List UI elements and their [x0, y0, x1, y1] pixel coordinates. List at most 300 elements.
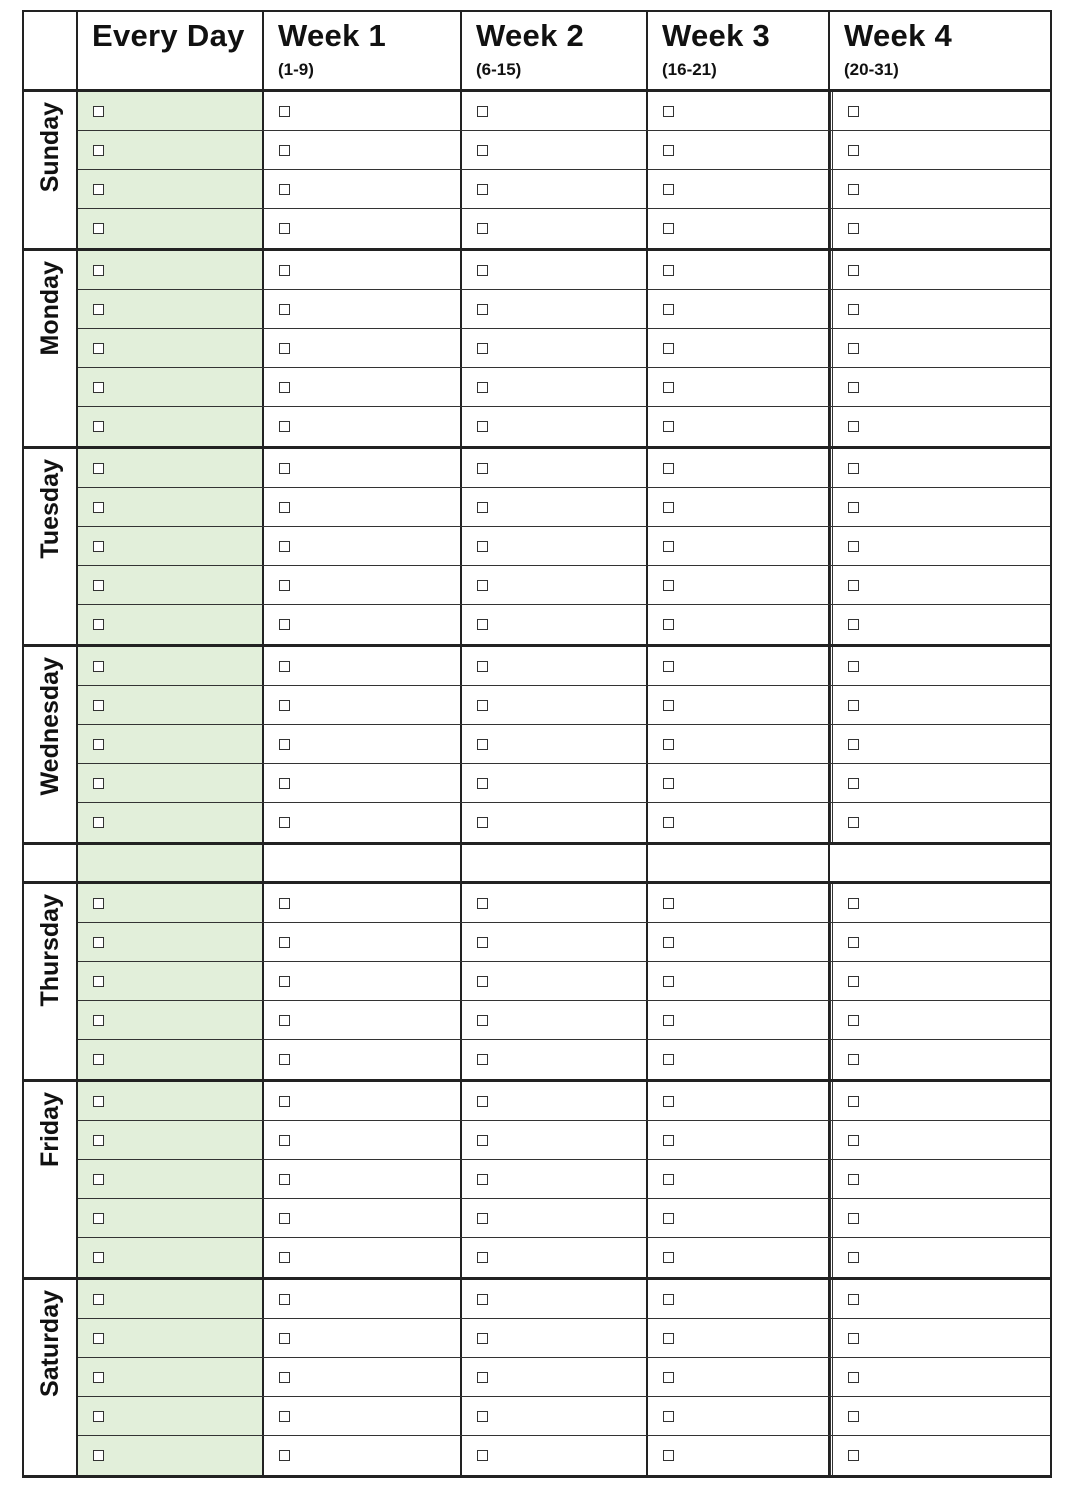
checkbox-empty-icon[interactable] [848, 817, 859, 828]
week-cell [462, 884, 648, 922]
checkbox-empty-icon[interactable] [663, 1411, 674, 1422]
checkbox-empty-icon[interactable] [279, 1135, 290, 1146]
week-cell [830, 488, 1047, 526]
checkbox-empty-icon[interactable] [663, 1096, 674, 1107]
checkbox-empty-icon[interactable] [279, 1411, 290, 1422]
checkbox-empty-icon[interactable] [477, 541, 488, 552]
checkbox-empty-icon[interactable] [477, 1372, 488, 1383]
checkbox-empty-icon[interactable] [93, 1294, 104, 1305]
checkbox-empty-icon[interactable] [477, 1411, 488, 1422]
checkbox-empty-icon[interactable] [663, 463, 674, 474]
checkbox-empty-icon[interactable] [477, 343, 488, 354]
day-group-wednesday [22, 647, 1052, 845]
week-cell [830, 1358, 1047, 1396]
checkbox-empty-icon[interactable] [279, 1015, 290, 1026]
every-day-cell [78, 1358, 264, 1396]
day-label: Monday [36, 261, 64, 356]
checkbox-empty-icon[interactable] [477, 661, 488, 672]
week-cell [462, 290, 648, 328]
checkbox-empty-icon[interactable] [279, 661, 290, 672]
checkbox-empty-icon[interactable] [477, 817, 488, 828]
checkbox-empty-icon[interactable] [663, 898, 674, 909]
every-day-cell [78, 368, 264, 406]
week-cell [830, 1436, 1047, 1475]
checkbox-empty-icon[interactable] [477, 184, 488, 195]
column-header-4 [830, 12, 1050, 89]
checkbox-empty-icon[interactable] [93, 1333, 104, 1344]
checkbox-empty-icon[interactable] [848, 1054, 859, 1065]
checkbox-empty-icon[interactable] [93, 580, 104, 591]
checkbox-empty-icon[interactable] [848, 463, 859, 474]
week-cell [462, 329, 648, 367]
checkbox-empty-icon[interactable] [477, 223, 488, 234]
checkbox-empty-icon[interactable] [477, 1450, 488, 1461]
day-label-cell [24, 251, 78, 446]
table-row [78, 884, 1050, 923]
week-cell [830, 92, 1047, 130]
checkbox-empty-icon[interactable] [279, 265, 290, 276]
every-day-cell [78, 566, 264, 604]
column-date-range: (16-21) [662, 60, 717, 79]
week-cell [264, 170, 462, 208]
checkbox-empty-icon[interactable] [93, 1054, 104, 1065]
checkbox-empty-icon[interactable] [93, 1015, 104, 1026]
table-row [78, 449, 1050, 488]
blank-cell [462, 845, 648, 881]
checkbox-empty-icon[interactable] [848, 976, 859, 987]
checkbox-empty-icon[interactable] [93, 739, 104, 750]
checkbox-empty-icon[interactable] [279, 1372, 290, 1383]
checkbox-empty-icon[interactable] [93, 223, 104, 234]
checkbox-empty-icon[interactable] [663, 1294, 674, 1305]
checkbox-empty-icon[interactable] [93, 421, 104, 432]
week-cell [264, 1001, 462, 1039]
weekly-checklist-table [22, 10, 1052, 1478]
checkbox-empty-icon[interactable] [477, 1252, 488, 1263]
table-row [78, 1319, 1050, 1358]
week-cell [648, 131, 830, 169]
checkbox-empty-icon[interactable] [93, 937, 104, 948]
checkbox-empty-icon[interactable] [279, 223, 290, 234]
week-cell [462, 1397, 648, 1435]
checkbox-empty-icon[interactable] [663, 1450, 674, 1461]
checkbox-empty-icon[interactable] [848, 541, 859, 552]
checkbox-empty-icon[interactable] [848, 343, 859, 354]
checkbox-empty-icon[interactable] [848, 661, 859, 672]
checkbox-empty-icon[interactable] [279, 898, 290, 909]
week-cell [830, 764, 1047, 802]
checkbox-empty-icon[interactable] [477, 502, 488, 513]
checkbox-empty-icon[interactable] [848, 700, 859, 711]
week-cell [830, 170, 1047, 208]
week-cell [830, 368, 1047, 406]
day-group-friday [22, 1082, 1052, 1280]
checkbox-empty-icon[interactable] [663, 421, 674, 432]
checkbox-empty-icon[interactable] [279, 463, 290, 474]
checkbox-empty-icon[interactable] [848, 184, 859, 195]
table-row [78, 1001, 1050, 1040]
checkbox-empty-icon[interactable] [93, 1096, 104, 1107]
checkbox-empty-icon[interactable] [848, 265, 859, 276]
day-label-cell [24, 884, 78, 1079]
week-cell [648, 884, 830, 922]
table-row [78, 329, 1050, 368]
checkbox-empty-icon[interactable] [279, 700, 290, 711]
week-cell [830, 1397, 1047, 1435]
checkbox-empty-icon[interactable] [477, 1096, 488, 1107]
checkbox-empty-icon[interactable] [477, 1294, 488, 1305]
checkbox-empty-icon[interactable] [93, 106, 104, 117]
checkbox-empty-icon[interactable] [848, 739, 859, 750]
checkbox-empty-icon[interactable] [93, 343, 104, 354]
checkbox-empty-icon[interactable] [663, 106, 674, 117]
every-day-cell [78, 92, 264, 130]
checkbox-empty-icon[interactable] [477, 106, 488, 117]
checkbox-empty-icon[interactable] [477, 937, 488, 948]
table-row [78, 1397, 1050, 1436]
column-header-3 [648, 12, 830, 89]
checkbox-empty-icon[interactable] [477, 304, 488, 315]
checkbox-empty-icon[interactable] [279, 1213, 290, 1224]
checkbox-empty-icon[interactable] [477, 382, 488, 393]
day-rows [78, 449, 1050, 644]
day-label-cell [24, 449, 78, 644]
checkbox-empty-icon[interactable] [663, 1213, 674, 1224]
header-row [22, 10, 1052, 92]
week-cell [264, 368, 462, 406]
week-cell [264, 407, 462, 446]
day-label-cell [24, 92, 78, 248]
checkbox-empty-icon[interactable] [663, 223, 674, 234]
every-day-cell [78, 449, 264, 487]
checkbox-empty-icon[interactable] [93, 661, 104, 672]
blank-cell [78, 845, 264, 881]
checkbox-empty-icon[interactable] [93, 541, 104, 552]
checkbox-empty-icon[interactable] [848, 1015, 859, 1026]
checkbox-empty-icon[interactable] [663, 304, 674, 315]
table-row [78, 1358, 1050, 1397]
checkbox-empty-icon[interactable] [477, 1174, 488, 1185]
checkbox-empty-icon[interactable] [93, 1450, 104, 1461]
table-row [78, 566, 1050, 605]
checkbox-empty-icon[interactable] [279, 1294, 290, 1305]
checkbox-empty-icon[interactable] [93, 619, 104, 630]
checkbox-empty-icon[interactable] [477, 976, 488, 987]
checkbox-empty-icon[interactable] [848, 619, 859, 630]
checkbox-empty-icon[interactable] [848, 937, 859, 948]
week-cell [264, 605, 462, 644]
week-cell [462, 527, 648, 565]
day-rows [78, 1280, 1050, 1475]
week-cell [462, 686, 648, 724]
checkbox-empty-icon[interactable] [279, 304, 290, 315]
checkbox-empty-icon[interactable] [663, 541, 674, 552]
checkbox-empty-icon[interactable] [93, 265, 104, 276]
checkbox-empty-icon[interactable] [279, 1096, 290, 1107]
week-cell [264, 764, 462, 802]
checkbox-empty-icon[interactable] [93, 502, 104, 513]
column-date-range: (20-31) [844, 60, 899, 79]
checkbox-empty-icon[interactable] [848, 1252, 859, 1263]
week-cell [830, 1238, 1047, 1277]
checkbox-empty-icon[interactable] [663, 145, 674, 156]
checkbox-empty-icon[interactable] [848, 1174, 859, 1185]
checkbox-empty-icon[interactable] [663, 1015, 674, 1026]
checkbox-empty-icon[interactable] [848, 223, 859, 234]
table-row [78, 1040, 1050, 1079]
checkbox-empty-icon[interactable] [279, 1333, 290, 1344]
week-cell [462, 605, 648, 644]
checkbox-empty-icon[interactable] [93, 304, 104, 315]
week-cell [462, 209, 648, 248]
table-row [78, 923, 1050, 962]
every-day-cell [78, 1436, 264, 1475]
week-cell [462, 764, 648, 802]
checkbox-empty-icon[interactable] [477, 619, 488, 630]
week-cell [648, 686, 830, 724]
week-cell [648, 1121, 830, 1159]
checkbox-empty-icon[interactable] [93, 778, 104, 789]
checkbox-empty-icon[interactable] [93, 817, 104, 828]
checkbox-empty-icon[interactable] [477, 1135, 488, 1146]
checkbox-empty-icon[interactable] [279, 976, 290, 987]
checkbox-empty-icon[interactable] [477, 739, 488, 750]
checkbox-empty-icon[interactable] [848, 898, 859, 909]
week-cell [830, 1001, 1047, 1039]
checkbox-empty-icon[interactable] [279, 1252, 290, 1263]
checkbox-empty-icon[interactable] [663, 778, 674, 789]
checkbox-empty-icon[interactable] [663, 619, 674, 630]
checkbox-empty-icon[interactable] [477, 463, 488, 474]
table-row [78, 605, 1050, 644]
checkbox-empty-icon[interactable] [663, 1135, 674, 1146]
week-cell [648, 1160, 830, 1198]
day-rows [78, 884, 1050, 1079]
checkbox-empty-icon[interactable] [279, 580, 290, 591]
column-title: Week 3 [662, 18, 771, 53]
week-cell [648, 1397, 830, 1435]
every-day-cell [78, 764, 264, 802]
checkbox-empty-icon[interactable] [93, 1411, 104, 1422]
week-cell [648, 1040, 830, 1079]
week-cell [648, 1436, 830, 1475]
checkbox-empty-icon[interactable] [663, 1054, 674, 1065]
week-cell [830, 407, 1047, 446]
week-cell [830, 566, 1047, 604]
week-cell [462, 1082, 648, 1120]
week-cell [648, 488, 830, 526]
checkbox-empty-icon[interactable] [848, 1135, 859, 1146]
checkbox-empty-icon[interactable] [279, 106, 290, 117]
checkbox-empty-icon[interactable] [279, 145, 290, 156]
checkbox-empty-icon[interactable] [477, 700, 488, 711]
checkbox-empty-icon[interactable] [663, 1174, 674, 1185]
week-cell [830, 290, 1047, 328]
checkbox-empty-icon[interactable] [279, 343, 290, 354]
checkbox-empty-icon[interactable] [93, 1372, 104, 1383]
blank-cell [264, 845, 462, 881]
checkbox-empty-icon[interactable] [848, 304, 859, 315]
checkbox-empty-icon[interactable] [279, 778, 290, 789]
checkbox-empty-icon[interactable] [93, 145, 104, 156]
checkbox-empty-icon[interactable] [93, 463, 104, 474]
checkbox-empty-icon[interactable] [477, 1054, 488, 1065]
checkbox-empty-icon[interactable] [848, 1213, 859, 1224]
checkbox-empty-icon[interactable] [477, 1213, 488, 1224]
table-row [78, 92, 1050, 131]
week-cell [830, 1160, 1047, 1198]
week-cell [830, 1082, 1047, 1120]
week-cell [648, 527, 830, 565]
checkbox-empty-icon[interactable] [279, 817, 290, 828]
every-day-cell [78, 329, 264, 367]
every-day-cell [78, 1280, 264, 1318]
checkbox-empty-icon[interactable] [848, 1096, 859, 1107]
table-row [78, 1238, 1050, 1277]
every-day-cell [78, 488, 264, 526]
checkbox-empty-icon[interactable] [93, 1252, 104, 1263]
checkbox-empty-icon[interactable] [663, 976, 674, 987]
checkbox-empty-icon[interactable] [477, 1015, 488, 1026]
checkbox-empty-icon[interactable] [848, 580, 859, 591]
checkbox-empty-icon[interactable] [279, 421, 290, 432]
week-cell [648, 251, 830, 289]
day-label-cell [24, 1082, 78, 1277]
every-day-cell [78, 725, 264, 763]
every-day-cell [78, 962, 264, 1000]
week-cell [648, 725, 830, 763]
checkbox-empty-icon[interactable] [848, 145, 859, 156]
week-cell [648, 566, 830, 604]
table-row [78, 1160, 1050, 1199]
checkbox-empty-icon[interactable] [279, 502, 290, 513]
table-row [78, 1199, 1050, 1238]
checkbox-empty-icon[interactable] [279, 1174, 290, 1185]
checkbox-empty-icon[interactable] [663, 1333, 674, 1344]
checkbox-empty-icon[interactable] [93, 1174, 104, 1185]
week-cell [462, 566, 648, 604]
week-cell [462, 803, 648, 842]
week-cell [264, 1199, 462, 1237]
every-day-cell [78, 251, 264, 289]
week-cell [648, 290, 830, 328]
checkbox-empty-icon[interactable] [848, 1372, 859, 1383]
checkbox-empty-icon[interactable] [848, 1411, 859, 1422]
checkbox-empty-icon[interactable] [663, 265, 674, 276]
week-cell [830, 686, 1047, 724]
checkbox-empty-icon[interactable] [279, 541, 290, 552]
every-day-cell [78, 1397, 264, 1435]
checkbox-empty-icon[interactable] [93, 1135, 104, 1146]
checkbox-empty-icon[interactable] [477, 1333, 488, 1344]
checkbox-empty-icon[interactable] [477, 898, 488, 909]
week-cell [830, 1280, 1047, 1318]
column-title: Week 2 [476, 18, 585, 53]
week-cell [462, 368, 648, 406]
checkbox-empty-icon[interactable] [477, 421, 488, 432]
table-row [78, 647, 1050, 686]
every-day-cell [78, 1040, 264, 1079]
blank-cell [648, 845, 830, 881]
table-row [78, 962, 1050, 1001]
checkbox-empty-icon[interactable] [663, 580, 674, 591]
checkbox-empty-icon[interactable] [279, 1450, 290, 1461]
week-cell [264, 329, 462, 367]
checkbox-empty-icon[interactable] [93, 382, 104, 393]
day-label: Saturday [36, 1290, 64, 1397]
checkbox-empty-icon[interactable] [663, 817, 674, 828]
checkbox-empty-icon[interactable] [848, 1450, 859, 1461]
every-day-cell [78, 884, 264, 922]
checkbox-empty-icon[interactable] [663, 739, 674, 750]
checkbox-empty-icon[interactable] [663, 343, 674, 354]
every-day-cell [78, 209, 264, 248]
checkbox-empty-icon[interactable] [477, 778, 488, 789]
checkbox-empty-icon[interactable] [279, 184, 290, 195]
checkbox-empty-icon[interactable] [93, 976, 104, 987]
day-label: Wednesday [36, 657, 64, 796]
checkbox-empty-icon[interactable] [848, 778, 859, 789]
checkbox-empty-icon[interactable] [279, 619, 290, 630]
column-header-2 [462, 12, 648, 89]
week-cell [264, 923, 462, 961]
week-cell [830, 803, 1047, 842]
checkbox-empty-icon[interactable] [848, 502, 859, 513]
every-day-cell [78, 527, 264, 565]
every-day-cell [78, 1238, 264, 1277]
checkbox-empty-icon[interactable] [848, 106, 859, 117]
checkbox-empty-icon[interactable] [663, 1252, 674, 1263]
week-cell [462, 923, 648, 961]
week-cell [462, 407, 648, 446]
checkbox-empty-icon[interactable] [477, 265, 488, 276]
table-row [78, 764, 1050, 803]
column-header-1 [264, 12, 462, 89]
checkbox-empty-icon[interactable] [663, 502, 674, 513]
checkbox-empty-icon[interactable] [848, 1294, 859, 1305]
checkbox-empty-icon[interactable] [279, 937, 290, 948]
checkbox-empty-icon[interactable] [477, 145, 488, 156]
week-cell [264, 647, 462, 685]
day-rows [78, 1082, 1050, 1277]
checkbox-empty-icon[interactable] [279, 739, 290, 750]
checkbox-empty-icon[interactable] [93, 1213, 104, 1224]
checkbox-empty-icon[interactable] [279, 382, 290, 393]
checkbox-empty-icon[interactable] [279, 1054, 290, 1065]
week-cell [264, 1040, 462, 1079]
checkbox-empty-icon[interactable] [477, 580, 488, 591]
every-day-cell [78, 290, 264, 328]
checkbox-empty-icon[interactable] [663, 700, 674, 711]
week-cell [830, 527, 1047, 565]
blank-cell [830, 845, 1050, 881]
day-group-thursday [22, 884, 1052, 1082]
checkbox-empty-icon[interactable] [663, 937, 674, 948]
checkbox-empty-icon[interactable] [663, 1372, 674, 1383]
checkbox-empty-icon[interactable] [93, 700, 104, 711]
checkbox-empty-icon[interactable] [663, 382, 674, 393]
checkbox-empty-icon[interactable] [848, 1333, 859, 1344]
checkbox-empty-icon[interactable] [663, 184, 674, 195]
week-cell [648, 1319, 830, 1357]
checkbox-empty-icon[interactable] [93, 898, 104, 909]
checkbox-empty-icon[interactable] [848, 382, 859, 393]
week-cell [462, 647, 648, 685]
checkbox-empty-icon[interactable] [663, 661, 674, 672]
checkbox-empty-icon[interactable] [93, 184, 104, 195]
table-row [78, 290, 1050, 329]
checkbox-empty-icon[interactable] [848, 421, 859, 432]
